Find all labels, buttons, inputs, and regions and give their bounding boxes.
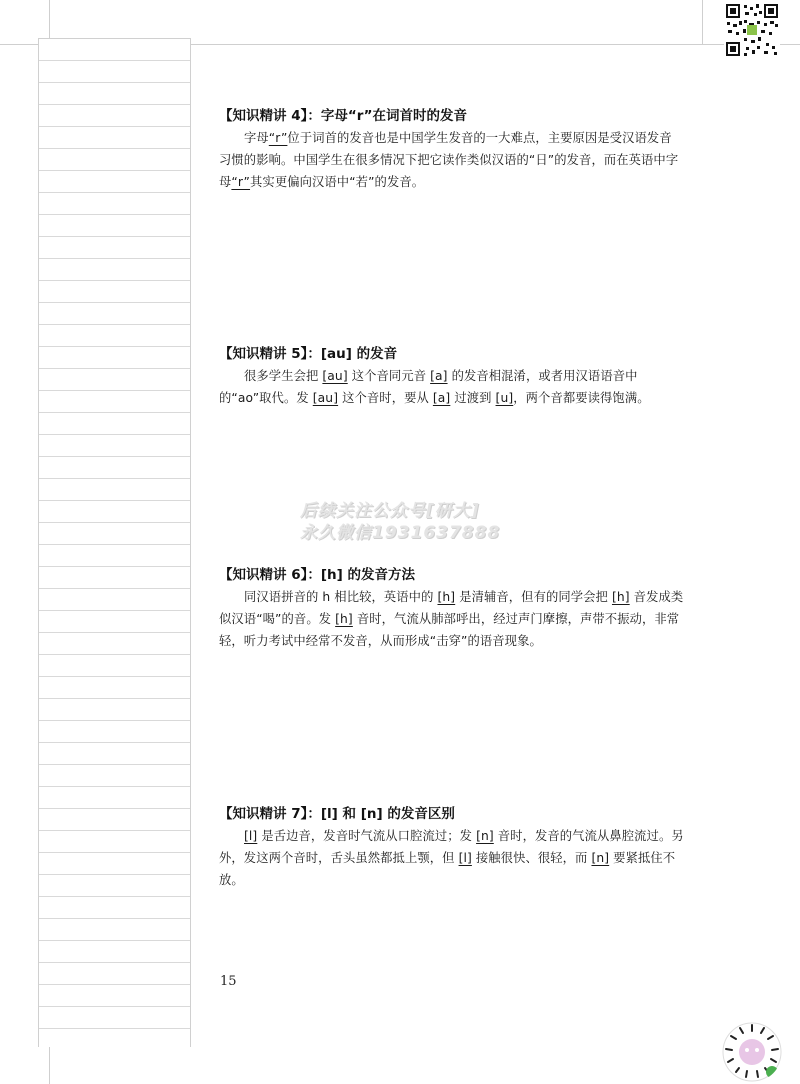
- phonetic-symbol: [h]: [437, 590, 456, 604]
- text-run: 其实更偏向汉语中“若”的发音。: [250, 175, 425, 189]
- ruled-notes-column: [38, 38, 191, 1047]
- watermark: [300, 500, 510, 544]
- underlined-term: “r”: [268, 131, 288, 145]
- text-run: 要紧抵住不放。: [219, 851, 676, 887]
- phonetic-symbol: [au]: [322, 369, 348, 383]
- qr-code-icon: [724, 2, 780, 58]
- section-6-paragraph: [219, 586, 684, 652]
- page-number: 15: [220, 974, 237, 989]
- section-6: [219, 565, 684, 652]
- text-run: 很多学生会把: [244, 369, 323, 383]
- section-5-paragraph: [219, 365, 684, 409]
- section-7: [219, 804, 684, 891]
- text-run: 是舌边音，发音时气流从口腔流过；发: [257, 829, 477, 843]
- phonetic-symbol: [n]: [591, 851, 610, 865]
- text-run: 这个音同元音: [347, 369, 431, 383]
- text-run: ，两个音都要读得饱满。: [513, 391, 650, 405]
- phonetic-symbol: [l]: [458, 851, 472, 865]
- wechat-mini-program-code-icon: [722, 1022, 782, 1082]
- phonetic-symbol: [a]: [432, 391, 451, 405]
- text-run: 音发成类似汉语“喝”的音。发: [219, 590, 684, 626]
- right-margin-line: [702, 0, 703, 44]
- phonetic-symbol: [u]: [495, 391, 514, 405]
- text-run: 音时，气流从肺部呼出，经过声门摩擦，声带不振动，非常轻，听力考试中经常不发音，从而形成“击穿”的语音现象。: [219, 612, 680, 648]
- phonetic-symbol: [a]: [430, 369, 448, 383]
- text-run: 位于词首的发音也是中国学生发音的一大难点，主要原因是受汉语发音习惯的影响。中国学生在很多情况下把它读作类似汉语的“日”的发音，而在英语中字母: [219, 131, 679, 189]
- section-5: [219, 344, 684, 409]
- section-7-heading: 【知识精讲 7】：[l] 和 [n] 的发音区别: [219, 806, 455, 822]
- text-run: 音时，发音的气流从鼻腔流过。另外，发这两个音时，舌头虽然都抵上颚，但: [219, 829, 684, 865]
- section-6-heading: 【知识精讲 6】：[h] 的发音方法: [219, 567, 415, 583]
- phonetic-symbol: [au]: [312, 391, 339, 405]
- section-4-paragraph: [219, 127, 684, 193]
- text-run: 的发音相混淆，或者用汉语语音中的“ao”取代。发: [219, 369, 638, 405]
- section-5-heading: 【知识精讲 5】：[au] 的发音: [219, 346, 398, 362]
- section-4: [219, 106, 684, 193]
- text-run: 字母: [244, 131, 269, 145]
- watermark-line-2: 永久微信1931637888: [300, 523, 501, 543]
- underlined-term: “r”: [231, 175, 251, 189]
- phonetic-symbol: [l]: [244, 829, 258, 843]
- text-run: 这个音时，要从: [338, 391, 433, 405]
- watermark-line-1: 后续关注公众号[研大]: [300, 501, 480, 521]
- text-run: 过渡到: [450, 391, 496, 405]
- section-7-paragraph: [219, 825, 684, 891]
- text-run: 是清辅音，但有的同学会把: [455, 590, 612, 604]
- section-4-heading: 【知识精讲 4】：字母“r”在词首时的发音: [219, 108, 467, 124]
- phonetic-symbol: [n]: [476, 829, 494, 843]
- phonetic-symbol: [h]: [335, 612, 353, 626]
- text-run: 同汉语拼音的 h 相比较，英语中的: [244, 590, 438, 604]
- text-run: 接触很快、很轻，而: [471, 851, 592, 865]
- phonetic-symbol: [h]: [611, 590, 630, 604]
